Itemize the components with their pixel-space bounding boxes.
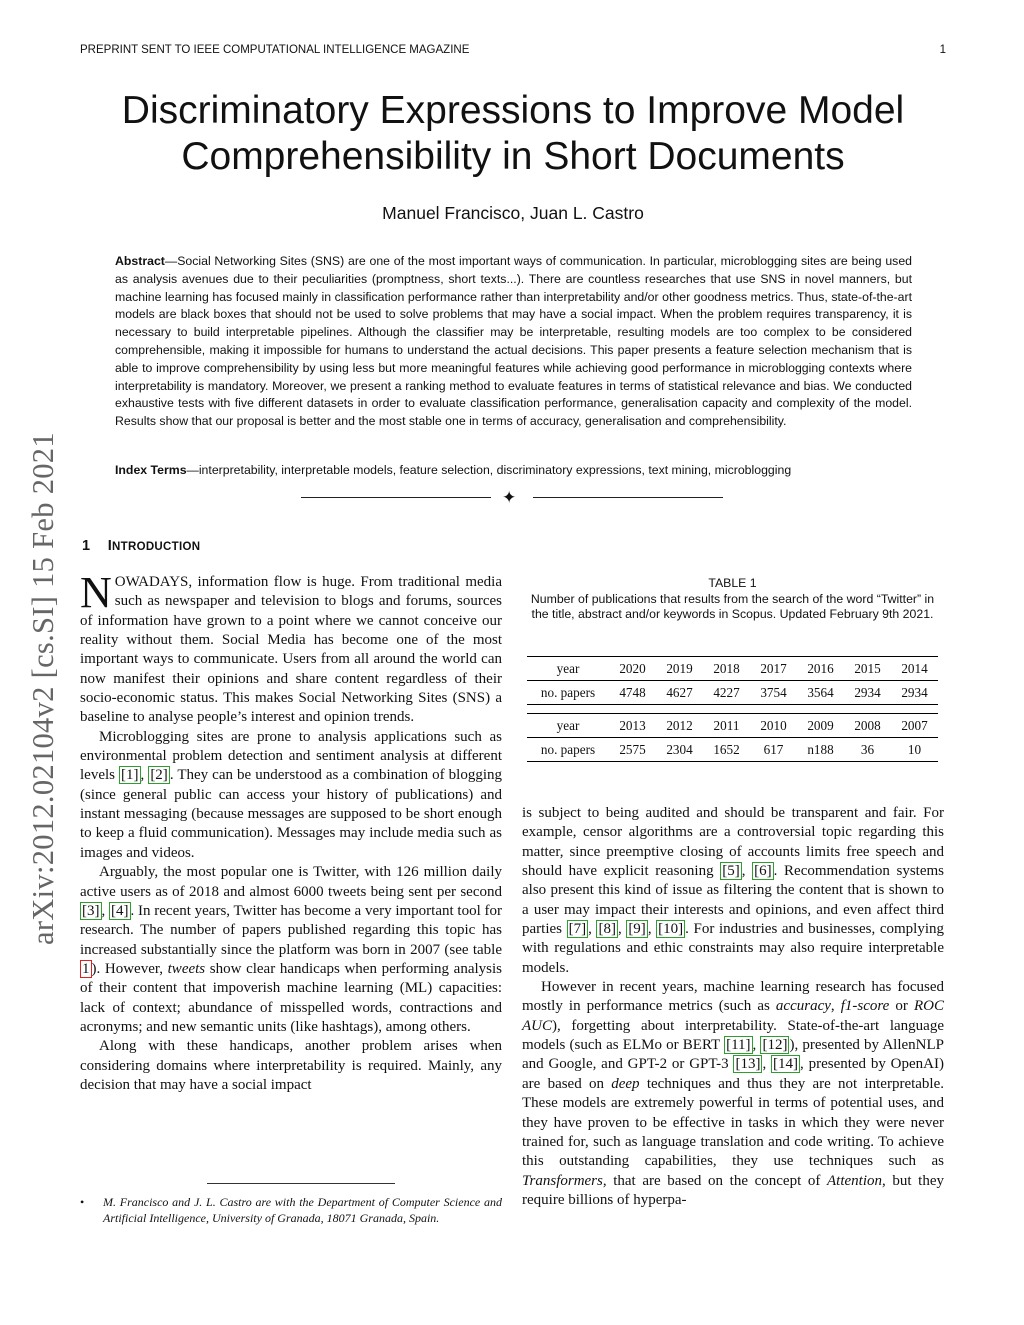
table-cell: 2008 — [844, 714, 891, 738]
table-cell: 2012 — [656, 714, 703, 738]
citation-link[interactable]: [2] — [150, 767, 168, 784]
abstract — [115, 253, 912, 431]
table-cell: 10 — [891, 738, 938, 762]
paragraph: Arguably, the most popular one is Twitter, with 126 million daily active users as of 2018 and almost 6000 tweets being sent per second [3] , [4] . In recent years, Twitter has become a very important tool for research. The number of papers published regarding this topic has increased substantially since the platform was born in 2007 (see table 1 ). However, tweets show clear handicaps when performing analysis of their content that impoverish machine learning (ML) capacities: lack of context; abundance of misspelled words, contractions and acronyms; and new semantic units (like hashtags), among others. — [80, 864, 503, 1035]
table-cell: 1652 — [703, 738, 750, 762]
section-title-rest: NTRODUCTION — [112, 541, 201, 553]
table-cell: 3564 — [797, 681, 844, 705]
paragraph: Along with these handicaps, another problem arises when considering domains where interpretability is required. Mainly, any decision that may have a social impact — [80, 1038, 502, 1093]
citation-link[interactable]: [1] — [121, 767, 139, 784]
footnote-text: M. Francisco and J. L. Castro are with the Department of Computer Science and Artificial Intelligence, University of Granada, 18071 Granada, Spain. — [103, 1195, 502, 1225]
arxiv-stamp[interactable]: arXiv:2012.02104v2 [cs.SI] 15 Feb 2021 — [26, 432, 60, 945]
citation-link[interactable]: [12] — [762, 1037, 788, 1054]
section-divider — [301, 488, 723, 508]
table-caption — [527, 576, 938, 623]
paragraph: is subject to being audited and should be transparent and fair. For example, censor algorithms are a controversial topic regarding this matter, since preemptive closing of accounts limits free speech and should have explicit reasoning [5] , [6] . Recommendation systems also present this kind of issue as filtering the content that is shown to a user may impact their interests and opinions, and even affect third parties [7] , [8] , [9] , [10] . For industries and businesses, complying with regulations and ethic constraints may also require interpretable models. — [522, 805, 945, 976]
table-cell: year — [527, 714, 609, 738]
citation-link[interactable]: [10] — [658, 921, 684, 938]
table-caption-text: Number of publications that results from the search of the word “Twitter” in the title, abstract and/or keywords in Scopus. Updated February 9th 2021. — [530, 591, 935, 621]
divider-diamond-icon: ✦ — [502, 488, 517, 507]
paragraph: NOWADAYS, information flow is huge. From traditional media such as newspaper and television to blogs and forums, sources of information have grown to a point where we cannot conceive our reality without them. Social Media has become one of the most important ways to communicate. Users from all around the world can now manifest their opinions and share content regardless of their socio-economic status. This makes Social Networking Sites (SNS) a baseline to analyse people’s interest and opinion trends. — [80, 568, 502, 726]
table-cell: 2009 — [797, 714, 844, 738]
table-cell: 4227 — [703, 681, 750, 705]
table-cell: 4748 — [609, 681, 656, 705]
index-terms-label: Index Terms — [115, 463, 187, 477]
table-cell: 2015 — [844, 657, 891, 681]
table-row — [527, 738, 938, 762]
table-row — [527, 657, 938, 681]
table-cell: 2016 — [797, 657, 844, 681]
footnote — [80, 1194, 502, 1226]
table-cell: no. papers — [527, 681, 609, 705]
footnote-bullet: • — [80, 1195, 85, 1209]
table-row — [527, 681, 938, 705]
index-terms — [115, 462, 912, 480]
citation-link[interactable]: [6] — [754, 863, 772, 880]
table-cell: year — [527, 657, 609, 681]
abstract-label: Abstract — [115, 254, 165, 268]
right-column — [522, 804, 944, 1210]
table-cell: 2934 — [891, 681, 938, 705]
table-row — [527, 714, 938, 738]
table-cell: 2020 — [609, 657, 656, 681]
paragraph: However in recent years, machine learning research has focused mostly in performance metrics (such as accuracy, f1-score or ROC AUC), forgetting about interpretability. State-of-the-art language models (such as ELMo or BERT [11] , [12] ), presented by AllenNLP and Google, and GPT-2 or GPT-3 [13] , [14] , presented by OpenAI) are based on deep techniques and thus they are not interpretable. These models are extremely powerful in terms of potential uses, and they have proven to be effective in tasks in which they were never trained for, such as language translation and code writing. To achieve this outstanding capabilities, they use techniques such as Transformers, that are based on the concept of Attention, but they require billions of hyperpa- — [522, 979, 945, 1208]
table-cell: 4627 — [656, 681, 703, 705]
table-cell: n188 — [797, 738, 844, 762]
table-cell: 2014 — [891, 657, 938, 681]
citation-link[interactable]: [11] — [726, 1037, 751, 1054]
table-cell: no. papers — [527, 738, 609, 762]
table-cell: 36 — [844, 738, 891, 762]
table-cell: 2013 — [609, 714, 656, 738]
table-cell: 2017 — [750, 657, 797, 681]
paragraph: Microblogging sites are prone to analysis applications such as environmental problem detection and sentiment analysis at different levels [1] , [2] . They can be understood as a combination of blogging (since general public can access your history of publications) and instant messaging (because messages are supposed to be short enough to keep a fluid communication). Messages may include media such as images and videos. — [80, 728, 502, 861]
page-number: 1 — [939, 44, 946, 56]
table-cell: 2018 — [703, 657, 750, 681]
section-heading-introduction — [82, 538, 200, 554]
running-title: PREPRINT SENT TO IEEE COMPUTATIONAL INTELLIGENCE MAGAZINE — [80, 44, 470, 56]
table-cell: 2011 — [703, 714, 750, 738]
table-cell: 2304 — [656, 738, 703, 762]
table-cell: 2934 — [844, 681, 891, 705]
citation-link[interactable]: [5] — [722, 863, 740, 880]
citation-link[interactable]: [13] — [735, 1056, 761, 1073]
table-cell: 2575 — [609, 738, 656, 762]
citation-link[interactable]: [4] — [111, 902, 129, 919]
citation-link[interactable]: [9] — [628, 921, 646, 938]
citation-link[interactable]: [3] — [82, 902, 100, 919]
section-title-initial: I — [107, 538, 113, 554]
table-label: TABLE 1 — [708, 576, 757, 590]
publications-table — [527, 656, 938, 762]
dropcap: N — [80, 568, 112, 617]
table-cell: 3754 — [750, 681, 797, 705]
running-header — [80, 44, 946, 56]
table-reference-link[interactable]: 1 — [82, 960, 90, 977]
table-cell: 2010 — [750, 714, 797, 738]
citation-link[interactable]: [8] — [598, 921, 616, 938]
index-terms-text: —interpretability, interpretable models, feature selection, discriminatory expressions, text mining, microblogging — [186, 463, 792, 477]
citation-link[interactable]: [14] — [773, 1056, 799, 1073]
table-cell: 2019 — [656, 657, 703, 681]
paper-authors: Manuel Francisco, Juan L. Castro — [382, 203, 644, 223]
footnote-rule — [207, 1183, 395, 1184]
citation-link[interactable]: [7] — [568, 921, 587, 938]
table-cell: 2007 — [891, 714, 938, 738]
left-column — [80, 568, 503, 1095]
table-cell: 617 — [750, 738, 797, 762]
section-number: 1 — [82, 538, 91, 554]
abstract-text: —Social Networking Sites (SNS) are one of the most important ways of communication. In particular, microblogging sites are being used as analysis avenues due to their peculiarities (promptness, short texts...). There are countless researches that use SNS in novel manners, but machine learning has focused mainly in classification performance rather than interpretability and/or other goodness metrics. Thus, state-of-the-art models are black boxes that should not be used to solve problems that may have a social impact. When the problem requires transparency, it is necessary to build interpretable pipelines. Although the classifier may be interpretable, resulting models are too complex to be considered comprehensible, making it impossible for humans to understand the actual decisions. This paper presents a feature selection mechanism that is able to improve comprehensibility by using less but more meaningful features while achieving good performance in microblogging contexts where interpretability is mandatory. Moreover, we present a ranking method to evaluate features in terms of statistical relevance and bias. We conducted exhaustive tests with five different datasets in order to evaluate classification performance, generalisation capacity and complexity of the model. Results show that our proposal is better and the most stable one in terms of accuracy, generalisation and comprehensibility. — [115, 254, 912, 429]
paper-title: Discriminatory Expressions to Improve Model Comprehensibility in Short Documents — [121, 89, 905, 178]
